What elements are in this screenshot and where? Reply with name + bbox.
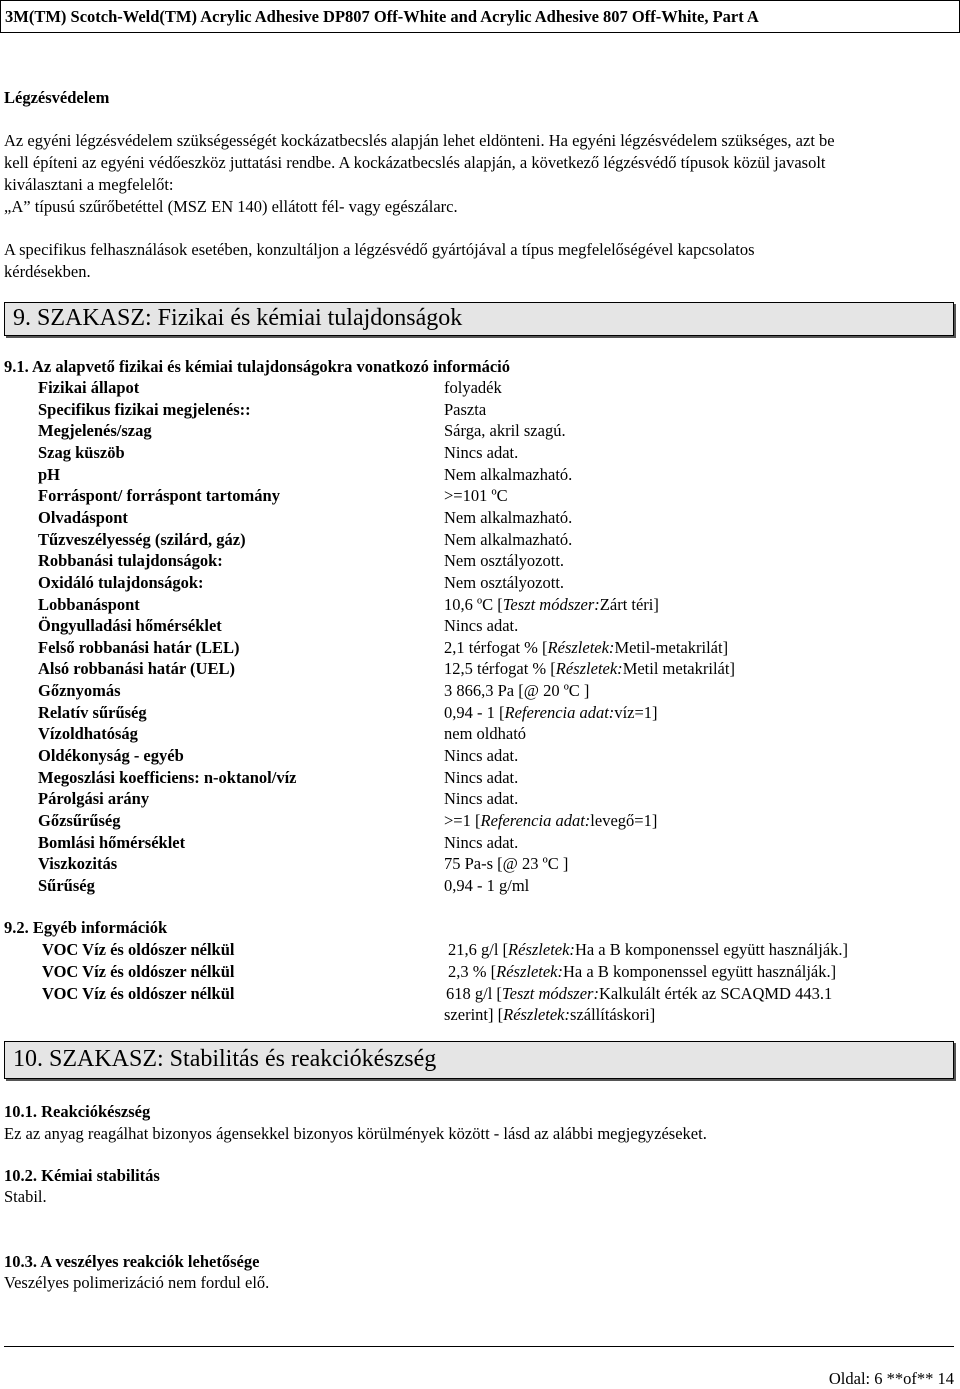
resp-line: „A” típusú szűrőbetéttel (MSZ EN 140) ellátott fél- vagy egészálarc. <box>4 197 458 216</box>
property-value: Nem osztályozott. <box>444 551 565 570</box>
value-part: szerint] [ <box>444 1005 504 1024</box>
value-qualifier: Részletek: <box>547 638 615 657</box>
property-label: Olvadáspont <box>38 508 128 527</box>
value-part: 618 g/l [ <box>446 984 502 1003</box>
property-value: Sárga, akril szagú. <box>444 421 566 440</box>
property-label: Bomlási hőmérséklet <box>38 833 186 852</box>
resp-line: Az egyéni légzésvédelem szükségességét kockázatbecslés alapján lehet eldönteni. Ha egyéni légzésvédelem szükséges, azt be <box>4 131 835 150</box>
property-label: Alsó robbanási határ (UEL) <box>38 659 235 678</box>
value-part: szállításkori] <box>570 1005 656 1024</box>
property-label: Viszkozitás <box>38 854 118 873</box>
property-value: 75 Pa-s [@ 23 ºC ] <box>444 854 569 873</box>
respiratory-heading: Légzésvédelem <box>4 88 110 107</box>
reactivity-text: Ez az anyag reagálhat bizonyos ágensekkel bizonyos körülmények között - lásd az alábbi megjegyzéseket. <box>4 1124 707 1143</box>
value-qualifier: Részletek: <box>503 1005 570 1024</box>
property-label: Megjelenés/szag <box>38 421 152 440</box>
property-value: Nem alkalmazható. <box>444 508 573 527</box>
property-label: Fizikai állapot <box>38 378 140 397</box>
value-qualifier: Teszt módszer: <box>501 984 599 1003</box>
section-10-title: 10. SZAKASZ: Stabilitás és reakciókészség <box>13 1046 437 1072</box>
property-value: Nincs adat. <box>444 833 519 852</box>
property-value: Nincs adat. <box>444 616 519 635</box>
property-value: nem oldható <box>444 724 527 743</box>
voc-value <box>446 984 832 1004</box>
property-label: Szag küszöb <box>38 443 125 462</box>
property-value <box>444 811 657 831</box>
value-part: Ha a B komponenssel együtt használják.] <box>563 962 837 981</box>
property-value: >=101 ºC <box>444 486 508 505</box>
property-label: Forráspont/ forráspont tartomány <box>38 486 280 505</box>
property-value: folyadék <box>444 378 502 397</box>
property-label: Vízoldhatóság <box>38 724 138 743</box>
property-value: 3 866,3 Pa [@ 20 ºC ] <box>444 681 590 700</box>
value-part: Ha a B komponenssel együtt használják.] <box>574 940 849 959</box>
property-value <box>444 703 658 723</box>
property-label: pH <box>38 465 61 484</box>
document-title: 3M(TM) Scotch-Weld(TM) Acrylic Adhesive DP807 Off-White and Acrylic Adhesive 807 Off-White, Part A <box>5 7 759 26</box>
property-value <box>444 595 659 615</box>
property-value: Nincs adat. <box>444 746 519 765</box>
resp-line: kell építeni az egyéni védőeszköz juttatási rendbe. A kockázatbecslés alapján, a következő légzésvédő típusok közül javasolt <box>4 153 826 172</box>
voc-value <box>448 940 848 960</box>
resp-line: kérdésekben. <box>4 262 91 281</box>
resp-line: A specifikus felhasználások esetében, konzultáljon a légzésvédő gyártójával a típus megfelelőségével kapcsolatos <box>4 240 755 259</box>
hazardous-reactions-text: Veszélyes polimerizáció nem fordul elő. <box>4 1273 270 1292</box>
value-part: 2,1 térfogat % [ <box>444 638 548 657</box>
voc-label: VOC Víz és oldószer nélkül <box>42 984 235 1003</box>
property-label: Gőzsűrűség <box>38 811 121 830</box>
value-qualifier: Referencia adat: <box>504 703 615 722</box>
property-label: Relatív sűrűség <box>38 703 147 722</box>
value-qualifier: Részletek: <box>508 940 575 959</box>
value-qualifier: Referencia adat: <box>480 811 591 830</box>
section-10-header <box>4 1041 954 1079</box>
section-9-header <box>4 302 954 336</box>
property-label: Tűzveszélyesség (szilárd, gáz) <box>38 530 246 549</box>
property-value: Nem alkalmazható. <box>444 465 573 484</box>
value-part: víz=1] <box>614 703 658 722</box>
property-value <box>444 659 735 679</box>
property-value: Nincs adat. <box>444 443 519 462</box>
property-label: Öngyulladási hőmérséklet <box>38 616 222 635</box>
property-label: Specifikus fizikai megjelenés:: <box>38 400 251 419</box>
subsection-10-3: 10.3. A veszélyes reakciók lehetősége <box>4 1252 260 1271</box>
subsection-10-2: 10.2. Kémiai stabilitás <box>4 1166 160 1185</box>
property-value: Nem osztályozott. <box>444 573 565 592</box>
subsection-9-2: 9.2. Egyéb információk <box>4 918 168 937</box>
value-qualifier: Részletek: <box>555 659 623 678</box>
property-label: Gőznyomás <box>38 681 121 700</box>
property-value: Nincs adat. <box>444 789 519 808</box>
value-part: 2,3 % [ <box>448 962 497 981</box>
subsection-10-1: 10.1. Reakciókészség <box>4 1102 151 1121</box>
voc-label: VOC Víz és oldószer nélkül <box>42 940 235 959</box>
page-number: Oldal: 6 **of** 14 <box>828 1369 954 1388</box>
value-qualifier: Részletek: <box>496 962 564 981</box>
property-value: Nincs adat. <box>444 768 519 787</box>
property-label: Lobbanáspont <box>38 595 140 614</box>
value-part: Metil-metakrilát] <box>614 638 729 657</box>
property-label: Sűrűség <box>38 876 95 895</box>
document-header <box>0 0 960 33</box>
voc-value <box>448 962 836 982</box>
subsection-9-1: 9.1. Az alapvető fizikai és kémiai tulajdonságokra vonatkozó információ <box>4 357 510 376</box>
property-value: 0,94 - 1 g/ml <box>444 876 530 895</box>
property-label: Felső robbanási határ (LEL) <box>38 638 240 657</box>
voc-value-continuation <box>444 1005 655 1025</box>
property-label: Párolgási arány <box>38 789 150 808</box>
voc-label: VOC Víz és oldószer nélkül <box>42 962 235 981</box>
resp-line: kiválasztani a megfelelőt: <box>4 175 174 194</box>
value-part: 0,94 - 1 [ <box>444 703 505 722</box>
property-value: Paszta <box>444 400 487 419</box>
value-part: Metil metakrilát] <box>622 659 735 678</box>
value-part: Kalkulált érték az SCAQMD 443.1 <box>598 984 833 1003</box>
property-label: Megoszlási koefficiens: n-oktanol/víz <box>38 768 297 787</box>
value-part: 10,6 ºC [ <box>444 595 503 614</box>
value-part: levegő=1] <box>590 811 658 830</box>
value-part: Zárt téri] <box>599 595 659 614</box>
property-label: Robbanási tulajdonságok: <box>38 551 223 570</box>
section-9-title: 9. SZAKASZ: Fizikai és kémiai tulajdonságok <box>13 305 463 331</box>
stability-text: Stabil. <box>4 1187 47 1206</box>
property-label: Oxidáló tulajdonságok: <box>38 573 204 592</box>
value-part: 21,6 g/l [ <box>448 940 509 959</box>
property-value <box>444 638 728 658</box>
footer-divider <box>4 1346 954 1347</box>
property-value: Nem alkalmazható. <box>444 530 573 549</box>
property-label: Oldékonyság - egyéb <box>38 746 184 765</box>
value-qualifier: Teszt módszer: <box>502 595 600 614</box>
value-part: 12,5 térfogat % [ <box>444 659 556 678</box>
value-part: >=1 [ <box>444 811 481 830</box>
